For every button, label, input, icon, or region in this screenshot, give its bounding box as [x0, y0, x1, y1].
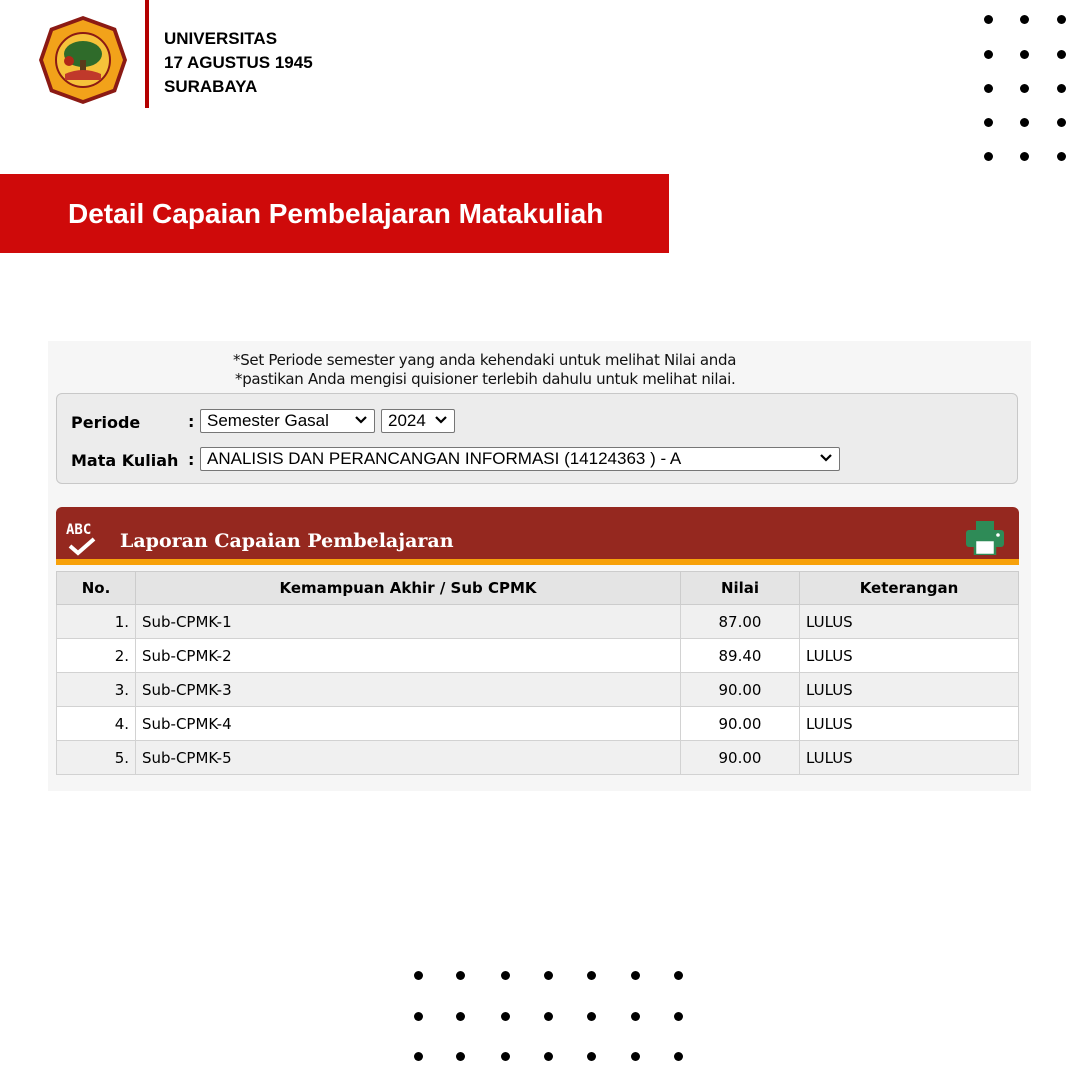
- periode-colon: :: [188, 412, 195, 431]
- periode-label: Periode: [71, 413, 141, 432]
- row-nilai: 90.00: [681, 741, 800, 775]
- row-keterangan: LULUS: [800, 639, 1019, 673]
- row-nilai: 89.40: [681, 639, 800, 673]
- row-keterangan: LULUS: [800, 673, 1019, 707]
- dot-grid-top-right: [984, 15, 1068, 165]
- university-name-line: UNIVERSITAS: [164, 29, 278, 48]
- table-row: [57, 673, 1019, 707]
- chevron-down-icon: [435, 413, 447, 427]
- table-row: [57, 741, 1019, 775]
- page-title-banner: [0, 174, 669, 253]
- row-keterangan: LULUS: [800, 707, 1019, 741]
- row-keterangan: LULUS: [800, 741, 1019, 775]
- row-number: 2.: [57, 639, 136, 673]
- semester-select[interactable]: [200, 409, 375, 433]
- university-seal-icon: [37, 14, 129, 106]
- university-name-line: 17 AGUSTUS 1945: [164, 53, 313, 72]
- course-select[interactable]: [200, 447, 840, 471]
- column-header-no: No.: [57, 572, 136, 605]
- report-title: Laporan Capaian Pembelajaran: [120, 530, 454, 552]
- university-name-line: SURABAYA: [164, 77, 258, 96]
- row-sub-cpmk: Sub-CPMK-4: [136, 707, 681, 741]
- row-nilai: 87.00: [681, 605, 800, 639]
- filter-form: [56, 393, 1018, 484]
- mata-kuliah-label: Mata Kuliah: [71, 451, 179, 470]
- column-header-keterangan: Keterangan: [800, 572, 1019, 605]
- cpmk-table: [56, 571, 1019, 775]
- year-select[interactable]: [381, 409, 455, 433]
- row-keterangan: LULUS: [800, 605, 1019, 639]
- row-sub-cpmk: Sub-CPMK-3: [136, 673, 681, 707]
- column-header-sub-cpmk: Kemampuan Akhir / Sub CPMK: [136, 572, 681, 605]
- report-header: [56, 507, 1019, 565]
- note-line: *pastikan Anda mengisi quisioner terlebih dahulu untuk melihat nilai.: [235, 370, 736, 388]
- chevron-down-icon: [820, 451, 832, 465]
- header-divider: [145, 0, 149, 108]
- mata-kuliah-colon: :: [188, 450, 195, 469]
- year-select-value: 2024: [388, 411, 426, 430]
- grade-panel: [48, 341, 1031, 791]
- university-name: [164, 27, 313, 99]
- row-number: 1.: [57, 605, 136, 639]
- row-number: 3.: [57, 673, 136, 707]
- course-select-value: ANALISIS DAN PERANCANGAN INFORMASI (14124363 ) - A: [207, 449, 682, 468]
- row-nilai: 90.00: [681, 707, 800, 741]
- printer-icon[interactable]: [966, 521, 1004, 555]
- row-number: 4.: [57, 707, 136, 741]
- svg-text:ABC: ABC: [66, 522, 92, 538]
- row-nilai: 90.00: [681, 673, 800, 707]
- row-number: 5.: [57, 741, 136, 775]
- dot-grid-bottom: [414, 971, 686, 1063]
- abc-check-icon: [66, 520, 100, 558]
- row-sub-cpmk: Sub-CPMK-5: [136, 741, 681, 775]
- page-title: Detail Capaian Pembelajaran Matakuliah: [68, 197, 604, 229]
- table-row: [57, 639, 1019, 673]
- table-row: [57, 707, 1019, 741]
- semester-select-value: Semester Gasal: [207, 411, 329, 430]
- row-sub-cpmk: Sub-CPMK-2: [136, 639, 681, 673]
- note-line: *Set Periode semester yang anda kehendaki untuk melihat Nilai anda: [233, 351, 737, 369]
- row-sub-cpmk: Sub-CPMK-1: [136, 605, 681, 639]
- instruction-notes: [233, 351, 736, 389]
- chevron-down-icon: [355, 413, 367, 427]
- table-header-row: [57, 572, 1019, 605]
- column-header-nilai: Nilai: [681, 572, 800, 605]
- table-row: [57, 605, 1019, 639]
